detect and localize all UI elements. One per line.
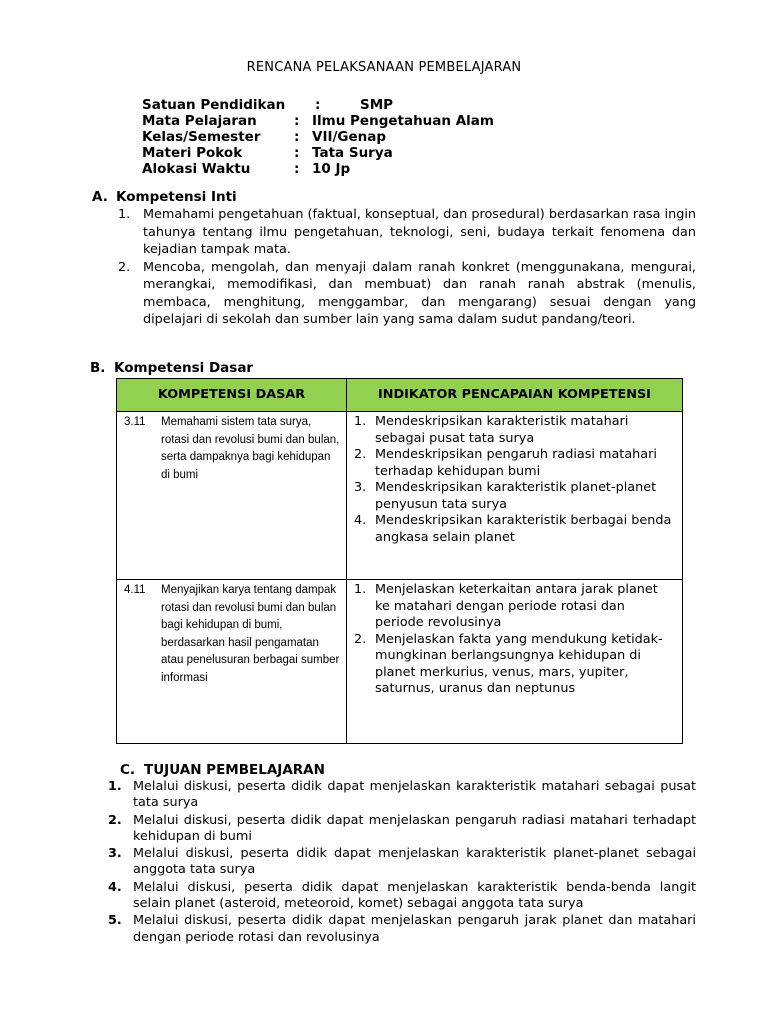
table-row [117, 580, 683, 744]
item-number: 2. [354, 631, 367, 647]
item-text: Mendeskripsikan karakteristik berbagai benda angkasa selain planet [375, 513, 672, 545]
info-colon: : [294, 113, 300, 129]
kompetensi-inti-list [118, 206, 696, 329]
kompetensi-dasar-table [116, 378, 683, 744]
item-number: 2. [108, 812, 122, 828]
list-item [118, 259, 696, 329]
info-colon: : [294, 161, 300, 177]
info-colon: : [294, 145, 300, 161]
item-text: Mendeskripsikan karakteristik matahari sebagai pusat tata surya [375, 414, 629, 446]
info-value: 10 Jp [312, 161, 351, 177]
section-letter: B. [90, 360, 106, 376]
list-item [108, 779, 696, 812]
kd-code: 4.11 [124, 584, 146, 596]
indicator-item [354, 513, 676, 546]
item-text: Mendeskripsikan pengaruh radiasi matahari terhadap kehidupan bumi [375, 447, 657, 479]
table-header-row [117, 379, 683, 412]
item-text: Menjelaskan keterkaitan antara jarak planet ke matahari dengan periode rotasi dan periode revolusinya [375, 582, 658, 630]
item-number: 5. [108, 913, 122, 929]
table-row [117, 412, 683, 580]
item-text: Melalui diskusi, peserta didik dapat menjelaskan karakteristik matahari sebagai pusat tata surya [133, 779, 696, 811]
kd-code: 3.11 [124, 416, 146, 428]
document-title: RENCANA PELAKSANAAN PEMBELAJARAN [246, 60, 522, 75]
info-label: Satuan Pendidikan [142, 97, 286, 113]
item-text: Mencoba, mengolah, dan menyaji dalam ranah konkret (menggunakana, mengurai, merangkai, memodifikasi, dan membuat) dan ranah ranah abstrak (menulis, membaca, menghitung, menggambar, dan mengarang) sesuai dengan yang dipelajari di sekolah dan sumber lain yang sama dalam sudut pandang/teori. [143, 259, 696, 327]
column-header-indikator: INDIKATOR PENCAPAIAN KOMPETENSI [347, 379, 683, 412]
list-item [118, 206, 696, 259]
info-label: Materi Pokok [142, 145, 243, 161]
section-title: TUJUAN PEMBELAJARAN [144, 762, 325, 778]
item-number: 4. [108, 879, 122, 895]
indicator-item [354, 414, 676, 447]
item-text: Melalui diskusi, peserta didik dapat menjelaskan pengaruh jarak planet dan matahari dengan periode rotasi dan revolusinya [133, 913, 696, 945]
list-item [108, 813, 696, 846]
list-item [108, 880, 696, 913]
item-number: 4. [354, 513, 367, 528]
list-item [108, 846, 696, 879]
indicator-item [354, 480, 676, 513]
item-text: Melalui diskusi, peserta didik dapat menjelaskan karakteristik planet-planet sebagai anggota tata surya [133, 846, 696, 878]
section-title: Kompetensi Dasar [114, 360, 254, 376]
info-colon: : [294, 129, 300, 145]
info-label: Kelas/Semester [142, 129, 261, 145]
info-value: Ilmu Pengetahuan Alam [312, 113, 494, 129]
kd-text: Memahami sistem tata surya, rotasi dan revolusi bumi dan bulan, serta dampaknya bagi kehidupan di bumi [161, 416, 340, 481]
kd-cell [117, 412, 347, 580]
kd-text: Menyajikan karya tentang dampak rotasi dan revolusi bumi dan bulan bagi kehidupan di bumi, berdasarkan hasil pengamatan atau penelusuran berbagai sumber informasi [161, 584, 340, 684]
item-number: 1. [354, 414, 367, 429]
item-number: 1. [118, 207, 131, 222]
section-letter: A. [92, 189, 108, 205]
indicator-item [354, 632, 676, 698]
info-label: Mata Pelajaran [142, 113, 257, 129]
section-a-heading [92, 189, 237, 205]
section-b-heading [90, 360, 253, 376]
item-number: 2. [118, 259, 131, 275]
info-value: Tata Surya [312, 145, 393, 161]
indicator-cell [347, 580, 683, 744]
indicator-cell [347, 412, 683, 580]
item-text: Melalui diskusi, peserta didik dapat menjelaskan karakteristik benda-benda langit selain planet (asteroid, meteoroid, komet) sebagai anggota tata surya [133, 879, 696, 912]
item-number: 3. [354, 480, 367, 495]
info-value: SMP [360, 97, 394, 113]
indicator-item [354, 582, 676, 632]
item-number: 2. [354, 447, 367, 462]
section-title: Kompetensi Inti [116, 189, 237, 205]
section-c-heading [120, 762, 325, 778]
info-label: Alokasi Waktu [142, 161, 251, 177]
item-text: Melalui diskusi, peserta didik dapat menjelaskan pengaruh radiasi matahari terhadapt kehidupan di bumi [133, 812, 696, 844]
item-number: 1. [354, 582, 367, 597]
info-value: VII/Genap [312, 129, 387, 145]
item-number: 1. [108, 779, 122, 794]
tujuan-pembelajaran-list [108, 779, 696, 947]
item-number: 3. [108, 846, 122, 862]
info-colon: : [315, 97, 321, 113]
item-text: Memahami pengetahuan (faktual, konseptual, dan prosedural) berdasarkan rasa ingin tahunya tentang ilmu pengetahuan, teknologi, seni, budaya terkait fenomena dan kejadian tampak mata. [143, 207, 696, 257]
kd-cell [117, 580, 347, 744]
item-text: Mendeskripsikan karakteristik planet-planet penyusun tata surya [375, 480, 657, 512]
indicator-item [354, 447, 676, 480]
item-text: Menjelaskan fakta yang mendukung ketidak-mungkinan berlangsungnya kehidupan di planet merkurius, venus, mars, yupiter, saturnus, uranus dan neptunus [375, 631, 663, 696]
section-letter: C. [120, 762, 136, 778]
column-header-kd: KOMPETENSI DASAR [117, 379, 347, 412]
list-item [108, 913, 696, 946]
